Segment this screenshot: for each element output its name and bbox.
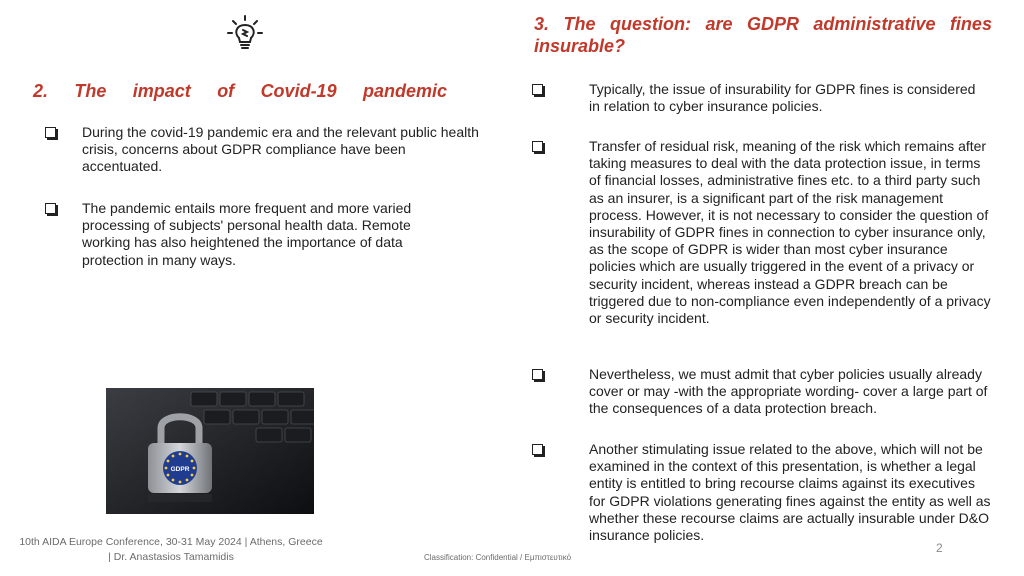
heading-word: GDPR [746,14,799,34]
section-3-heading [534,13,992,57]
heading-word: 2. [33,81,49,101]
heading-word: impact [132,81,191,101]
bullet-box-icon [532,84,543,95]
heading-word: pandemic [362,81,447,101]
heading-word: administrative [813,14,936,34]
right-bullet-3: Nevertheless, we must admit that cyber policies usually already cover or may -with the appropriate wording- cover a large part of the consequences of a data protection breach. [589,366,988,417]
section-2-heading [33,81,447,102]
footer-classification: Classification: Confidential / Εμπιστευτικό [424,553,572,562]
bullet-box-icon [532,141,543,152]
photo-gdpr-label: GDPR [170,466,190,473]
heading-word: are [705,14,733,34]
heading-word: of [217,81,235,101]
heading-word: 3. [534,14,550,34]
heading-word: The [563,14,596,34]
right-bullet-1: Typically, the issue of insurability for GDPR fines is considered in relation to cyber insurance policies. [589,81,976,115]
left-bullet-1: During the covid-19 pandemic era and the relevant public health crisis, concerns about GDPR compliance have been accentuated. [82,124,479,175]
heading-word: The [74,81,107,101]
bullet-box-icon [45,203,56,214]
page-number: 2 [936,541,943,555]
bullet-box-icon [532,369,543,380]
right-bullet-2: Transfer of residual risk, meaning of the risk which remains after taking measures to deal with the data protection issue, in terms of financial losses, administrative fines etc. to a third party such as an insurer, is a significant part of the risk management process. However, it is not necessary to consider the question of insurability of GDPR fines in connection to cyber insurance only, as the scope of GDPR is wider than most cyber insurance policies which are usually triggered in the event of a privacy or security incident, whereas instead a GDPR breach can be triggered due to non-compliance even independently of a privacy or security incident. [589,138,991,327]
heading-line-2: insurable? [534,36,626,56]
heading-word: question: [609,14,691,34]
left-bullet-2: The pandemic entails more frequent and more varied processing of subjects' personal health data. Remote working has also heightened the importance of data protection in many ways. [82,200,412,268]
heading-word: fines [949,14,992,34]
footer-conference: 10th AIDA Europe Conference, 30-31 May 2024 | Athens, Greece | Dr. Anastasios Tamamidis [19,536,323,563]
bullet-box-icon [45,127,56,138]
heading-word: Covid-19 [260,81,337,101]
gdpr-padlock-image [106,388,314,514]
lightbulb-icon [226,14,264,52]
right-bullet-4: Another stimulating issue related to the above, which will not be examined in the context of this presentation, is whether a legal entity is entitled to bring recourse claims against its executives for GDPR violations generating fines against the entity as well as whether these recourse claims are actually insurable under D&O insurance policies. [589,441,991,544]
bullet-box-icon [532,444,543,455]
